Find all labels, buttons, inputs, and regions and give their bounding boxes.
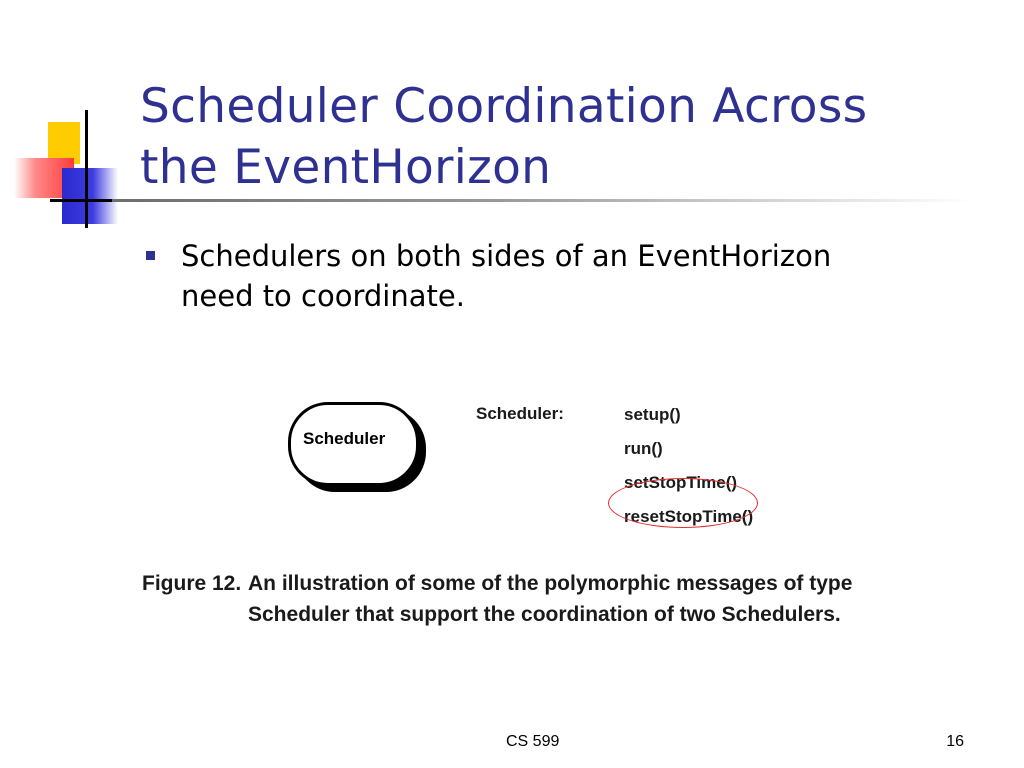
method-reset-stop-time: resetStopTime() (624, 507, 754, 526)
footer-page-number: 16 (946, 733, 964, 750)
figure-caption (142, 568, 892, 630)
caption-row-1 (142, 568, 892, 599)
logo-vertical-line (85, 110, 88, 228)
bullet-item (140, 236, 980, 316)
slide-title-line2: the EventHorizon (140, 140, 552, 195)
bullet-text-line2: need to coordinate. (181, 279, 465, 313)
method-setup: setup() (624, 405, 681, 424)
caption-line1: An illustration of some of the polymorphic messages of type (248, 572, 853, 595)
title-divider (112, 199, 972, 202)
caption-label: Figure 12. (142, 572, 242, 595)
corner-logo-icon (0, 0, 160, 240)
method-run: run() (624, 439, 663, 458)
method-set-stop-time: setStopTime() (624, 473, 738, 492)
square-bullet-icon (146, 251, 155, 260)
caption-line2: Scheduler that support the coordination of two Schedulers. (248, 603, 841, 626)
bullet-list (140, 236, 980, 316)
scheduler-type-label: Scheduler: (476, 404, 564, 423)
logo-blue-square (62, 168, 118, 224)
footer-course: CS 599 (506, 733, 560, 750)
highlight-ellipse (608, 478, 758, 528)
bullet-text-line1: Schedulers on both sides of an EventHorizon (181, 239, 832, 273)
slide-title (140, 76, 1000, 198)
caption-row-2 (142, 599, 892, 630)
figure (140, 388, 900, 638)
slide-title-line1: Scheduler Coordination Across (140, 79, 868, 134)
scheduler-box-label: Scheduler (303, 429, 386, 448)
scheduler-box (288, 402, 419, 486)
